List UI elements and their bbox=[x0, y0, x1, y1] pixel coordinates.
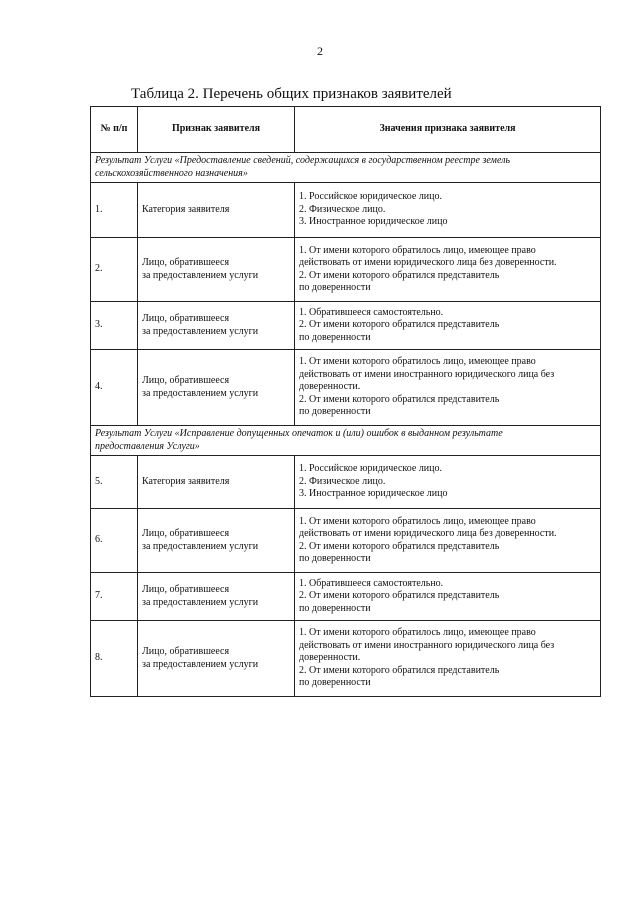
value-line: 1. От имени которого обратилось лицо, имеющее право bbox=[299, 515, 536, 527]
value-line: действовать от имени иностранного юридического лица без bbox=[299, 639, 555, 651]
table-row bbox=[91, 621, 601, 697]
section-title-line: сельскохозяйственного назначения» bbox=[95, 167, 248, 179]
value-line: 1. Российское юридическое лицо. bbox=[299, 191, 443, 203]
row-attribute bbox=[138, 573, 295, 621]
value-line: действовать от имени юридического лица без доверенности. bbox=[299, 528, 557, 539]
value-line: 2. Физическое лицо. bbox=[299, 475, 386, 487]
attribute-line: Лицо, обратившееся bbox=[142, 528, 230, 539]
value-line: действовать от имени юридического лица без доверенности. bbox=[299, 257, 557, 268]
attribute-line: за предоставлением услуги bbox=[142, 540, 259, 552]
attribute-line: Лицо, обратившееся bbox=[142, 584, 230, 595]
value-line: доверенности. bbox=[299, 652, 361, 664]
table-row bbox=[91, 183, 601, 238]
value-line: 1. От имени которого обратилось лицо, имеющее право bbox=[299, 627, 536, 639]
value-line: 2. От имени которого обратился представитель bbox=[299, 269, 500, 281]
value-line: 3. Иностранное юридическое лицо bbox=[299, 216, 448, 228]
row-values bbox=[295, 573, 601, 621]
section-title-line: Результат Услуги «Предоставление сведений, содержащихся в государственном реестре земель bbox=[95, 155, 511, 166]
attribute-line: Лицо, обратившееся bbox=[142, 375, 230, 386]
row-number: 5. bbox=[91, 456, 138, 509]
page-number: 2 bbox=[317, 44, 323, 58]
table-row bbox=[91, 302, 601, 350]
row-attribute bbox=[138, 509, 295, 573]
table-row bbox=[91, 573, 601, 621]
value-line: 2. От имени которого обратился представитель bbox=[299, 590, 500, 602]
table-header-row bbox=[91, 107, 601, 153]
value-line: 1. От имени которого обратилось лицо, имеющее право bbox=[299, 356, 536, 368]
row-values bbox=[295, 238, 601, 302]
value-line: по доверенности bbox=[299, 602, 371, 614]
section-title-line: предоставления Услуги» bbox=[95, 440, 200, 452]
value-line: доверенности. bbox=[299, 381, 361, 393]
row-values bbox=[295, 183, 601, 238]
section-title bbox=[91, 426, 601, 456]
row-attribute bbox=[138, 350, 295, 426]
applicant-attributes-table bbox=[90, 106, 601, 697]
row-values bbox=[295, 621, 601, 697]
row-attribute bbox=[138, 238, 295, 302]
table-row bbox=[91, 509, 601, 573]
table-title: Таблица 2. Перечень общих признаков заявителей bbox=[131, 86, 452, 102]
attribute-line: за предоставлением услуги bbox=[142, 269, 259, 281]
header-num: № п/п bbox=[91, 107, 138, 153]
section-row bbox=[91, 426, 601, 456]
value-line: 1. От имени которого обратилось лицо, имеющее право bbox=[299, 244, 536, 256]
value-line: 2. Физическое лицо. bbox=[299, 203, 386, 215]
row-attribute bbox=[138, 456, 295, 509]
value-line: по доверенности bbox=[299, 677, 371, 689]
attribute-line: Категория заявителя bbox=[142, 203, 230, 215]
section-row bbox=[91, 153, 601, 183]
row-number: 7. bbox=[91, 573, 138, 621]
row-values bbox=[295, 302, 601, 350]
attribute-line: Категория заявителя bbox=[142, 475, 230, 487]
value-line: по доверенности bbox=[299, 406, 371, 418]
value-line: по доверенности bbox=[299, 553, 371, 564]
section-title bbox=[91, 153, 601, 183]
row-number: 2. bbox=[91, 238, 138, 302]
value-line: 2. От имени которого обратился представитель bbox=[299, 319, 500, 331]
value-line: действовать от имени иностранного юридического лица без bbox=[299, 368, 555, 380]
value-line: 1. Обратившееся самостоятельно. bbox=[299, 306, 444, 318]
value-line: по доверенности bbox=[299, 331, 371, 343]
row-number: 1. bbox=[91, 183, 138, 238]
value-line: 3. Иностранное юридическое лицо bbox=[299, 488, 448, 500]
section-title-line: Результат Услуги «Исправление допущенных опечаток и (или) ошибок в выданном результате bbox=[95, 428, 503, 439]
attribute-line: Лицо, обратившееся bbox=[142, 313, 230, 324]
row-values bbox=[295, 350, 601, 426]
header-val: Значения признака заявителя bbox=[295, 107, 601, 153]
row-number: 8. bbox=[91, 621, 138, 697]
row-values bbox=[295, 509, 601, 573]
row-number: 4. bbox=[91, 350, 138, 426]
row-attribute bbox=[138, 183, 295, 238]
value-line: 1. Российское юридическое лицо. bbox=[299, 463, 443, 475]
row-number: 3. bbox=[91, 302, 138, 350]
value-line: 1. Обратившееся самостоятельно. bbox=[299, 577, 444, 589]
attribute-line: за предоставлением услуги bbox=[142, 325, 259, 337]
value-line: 2. От имени которого обратился представитель bbox=[299, 540, 500, 552]
header-attr: Признак заявителя bbox=[138, 107, 295, 153]
attribute-line: за предоставлением услуги bbox=[142, 387, 259, 399]
value-line: по доверенности bbox=[299, 282, 371, 293]
table-row bbox=[91, 238, 601, 302]
row-attribute bbox=[138, 302, 295, 350]
table-row bbox=[91, 350, 601, 426]
row-attribute bbox=[138, 621, 295, 697]
attribute-line: Лицо, обратившееся bbox=[142, 257, 230, 268]
value-line: 2. От имени которого обратился представитель bbox=[299, 664, 500, 676]
table-body bbox=[91, 153, 601, 697]
row-number: 6. bbox=[91, 509, 138, 573]
attribute-line: за предоставлением услуги bbox=[142, 658, 259, 670]
attribute-line: за предоставлением услуги bbox=[142, 596, 259, 608]
row-values bbox=[295, 456, 601, 509]
attribute-line: Лицо, обратившееся bbox=[142, 646, 230, 657]
value-line: 2. От имени которого обратился представитель bbox=[299, 393, 500, 405]
table-row bbox=[91, 456, 601, 509]
